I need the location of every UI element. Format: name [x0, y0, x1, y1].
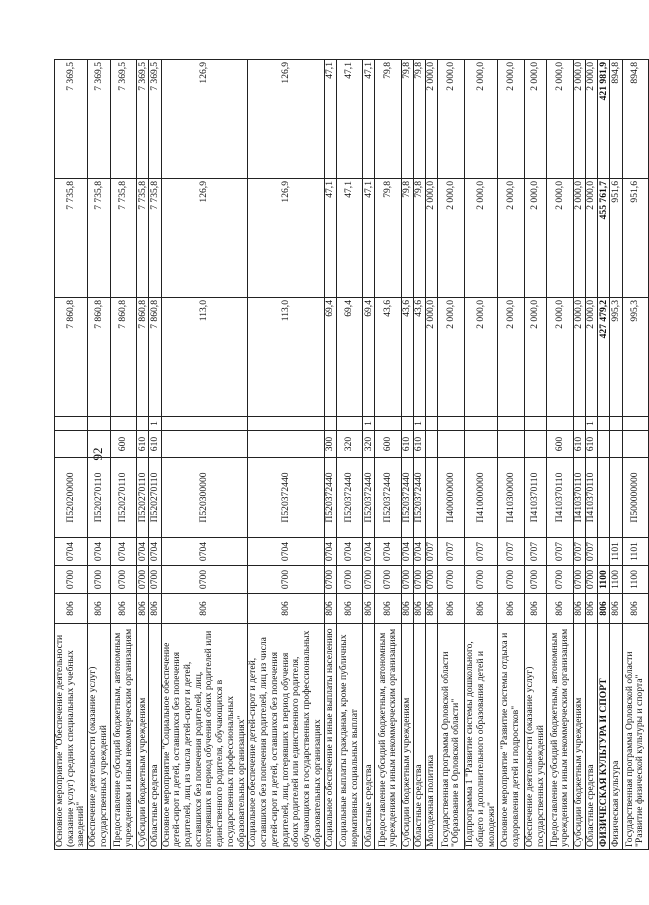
cell-value-1: 43,6 [402, 298, 414, 417]
cell-vr [465, 431, 498, 458]
cell-razdel: 0700 [426, 566, 438, 594]
cell-code: 806 [161, 594, 248, 624]
cell-vr: 610 [414, 431, 426, 458]
cell-podrazdel: 0704 [414, 538, 426, 566]
table-row [110, 60, 137, 850]
cell-value-3: 126,9 [161, 60, 248, 179]
cell-name: Физическая культура [610, 624, 622, 850]
cell-value-2: 126,9 [248, 179, 324, 298]
cell-value-3: 2 000,0 [547, 60, 574, 179]
cell-name: Субсидии бюджетным учреждениям [574, 624, 586, 850]
cell-value-1: 7 860,8 [137, 298, 149, 417]
cell-value-3: 126,9 [248, 60, 324, 179]
cell-podrazdel: 0707 [574, 538, 586, 566]
cell-name: Государственная программа Орловской области "Образование в Орловской области" [438, 624, 465, 850]
table-row [524, 60, 546, 850]
table-row [414, 60, 426, 850]
cell-csr [610, 458, 622, 538]
cell-value-1: 2 000,0 [547, 298, 574, 417]
cell-name: Предоставление субсидий бюджетным, автономным учреждениям и иным некоммерческим организациям [110, 624, 137, 850]
cell-vr: 320 [336, 431, 363, 458]
cell-value-1: 43,6 [414, 298, 426, 417]
cell-podrazdel: 0704 [375, 538, 402, 566]
cell-name: Социальное обеспечение и иные выплаты населению [324, 624, 336, 850]
cell-vr [248, 431, 324, 458]
cell-podrazdel: 0704 [324, 538, 336, 566]
cell-podrazdel: 1101 [610, 538, 622, 566]
table-row [498, 60, 525, 850]
cell-razdel: 0700 [363, 566, 375, 594]
cell-code: 806 [402, 594, 414, 624]
table-row [248, 60, 324, 850]
cell-value-3: 79,8 [375, 60, 402, 179]
cell-razdel: 0700 [438, 566, 465, 594]
table-row [426, 60, 438, 850]
cell-vr [610, 431, 622, 458]
cell-razdel: 0700 [55, 566, 88, 594]
page-number: 92 [90, 447, 105, 461]
cell-csr: П400000000 [438, 458, 465, 538]
cell-flag [610, 417, 622, 431]
cell-name: Субсидии бюджетным учреждениям [137, 624, 149, 850]
cell-flag [88, 417, 110, 431]
cell-razdel: 1100 [622, 566, 649, 594]
table-body [55, 60, 649, 850]
table-row [547, 60, 574, 850]
cell-value-1: 69,4 [363, 298, 375, 417]
cell-value-1: 995,3 [622, 298, 649, 417]
cell-razdel: 0700 [248, 566, 324, 594]
cell-csr: П410000000 [465, 458, 498, 538]
cell-vr: 600 [547, 431, 574, 458]
cell-value-3: 7 369,5 [137, 60, 149, 179]
cell-value-2: 7 735,8 [137, 179, 149, 298]
cell-podrazdel: 0704 [336, 538, 363, 566]
cell-value-1: 43,6 [375, 298, 402, 417]
cell-vr: 320 [363, 431, 375, 458]
cell-value-1: 2 000,0 [426, 298, 438, 417]
cell-value-3: 2 000,0 [426, 60, 438, 179]
cell-value-3: 47,1 [324, 60, 336, 179]
cell-razdel: 0700 [524, 566, 546, 594]
cell-vr [88, 431, 110, 458]
cell-podrazdel: 0704 [161, 538, 248, 566]
cell-code: 806 [622, 594, 649, 624]
cell-value-2: 2 000,0 [524, 179, 546, 298]
cell-value-3: 7 369,5 [149, 60, 161, 179]
cell-value-3: 894,8 [610, 60, 622, 179]
cell-flag [574, 417, 586, 431]
cell-vr: 610 [402, 431, 414, 458]
cell-flag [324, 417, 336, 431]
cell-value-1: 113,0 [248, 298, 324, 417]
table-row [88, 60, 110, 850]
cell-podrazdel: 0704 [402, 538, 414, 566]
cell-code: 806 [465, 594, 498, 624]
cell-value-1: 7 860,8 [149, 298, 161, 417]
cell-razdel: 0700 [465, 566, 498, 594]
cell-name: Областные средства [149, 624, 161, 850]
cell-csr: П520372440 [375, 458, 402, 538]
table-row [336, 60, 363, 850]
cell-code: 806 [88, 594, 110, 624]
cell-value-1: 2 000,0 [574, 298, 586, 417]
cell-flag: 1 [414, 417, 426, 431]
cell-csr: П520270110 [137, 458, 149, 538]
cell-razdel: 0700 [547, 566, 574, 594]
cell-name: Областные средства [414, 624, 426, 850]
cell-value-3: 79,8 [402, 60, 414, 179]
cell-value-2: 2 000,0 [438, 179, 465, 298]
cell-razdel: 0700 [375, 566, 402, 594]
cell-value-1: 2 000,0 [438, 298, 465, 417]
cell-code: 806 [426, 594, 438, 624]
cell-podrazdel: 1101 [622, 538, 649, 566]
cell-vr: 610 [586, 431, 598, 458]
cell-razdel: 0700 [88, 566, 110, 594]
cell-value-1: 2 000,0 [465, 298, 498, 417]
cell-csr: П520372440 [336, 458, 363, 538]
cell-flag [622, 417, 649, 431]
cell-podrazdel: 0707 [586, 538, 598, 566]
cell-csr: П520200000 [55, 458, 88, 538]
cell-flag [598, 417, 610, 431]
cell-podrazdel: 0704 [88, 538, 110, 566]
cell-podrazdel: 0707 [524, 538, 546, 566]
cell-flag [55, 417, 88, 431]
cell-vr [161, 431, 248, 458]
cell-value-1: 7 860,8 [110, 298, 137, 417]
cell-code: 806 [363, 594, 375, 624]
cell-csr: П520372440 [414, 458, 426, 538]
cell-flag [498, 417, 525, 431]
cell-vr: 600 [375, 431, 402, 458]
cell-value-2: 7 735,8 [88, 179, 110, 298]
cell-code: 806 [498, 594, 525, 624]
cell-value-3: 894,8 [622, 60, 649, 179]
cell-razdel: 0700 [324, 566, 336, 594]
cell-value-1: 2 000,0 [524, 298, 546, 417]
cell-code: 806 [598, 594, 610, 624]
cell-flag: 1 [363, 417, 375, 431]
cell-value-3: 2 000,0 [465, 60, 498, 179]
cell-flag: 1 [586, 417, 598, 431]
cell-vr [498, 431, 525, 458]
cell-code: 806 [336, 594, 363, 624]
cell-value-1: 2 000,0 [498, 298, 525, 417]
cell-razdel: 1100 [610, 566, 622, 594]
cell-value-3: 2 000,0 [586, 60, 598, 179]
cell-name: Социальные выплаты гражданам, кроме публичных нормативных социальных выплат [336, 624, 363, 850]
table-row [137, 60, 149, 850]
cell-csr: П520372440 [402, 458, 414, 538]
cell-podrazdel: 0704 [55, 538, 88, 566]
cell-flag [547, 417, 574, 431]
cell-podrazdel: 0707 [498, 538, 525, 566]
cell-razdel: 0700 [586, 566, 598, 594]
cell-code: 806 [149, 594, 161, 624]
cell-value-2: 47,1 [324, 179, 336, 298]
cell-flag [336, 417, 363, 431]
table-row [622, 60, 649, 850]
cell-csr [598, 458, 610, 538]
cell-code: 806 [110, 594, 137, 624]
cell-value-2: 7 735,8 [55, 179, 88, 298]
cell-name: Социальное обеспечение детей-сирот и детей, оставшихся без попечения родителей, лиц из числа детей-сирот и детей, оставшихся без попечения родителей, лиц, потерявших в период обучения обоих родителей или единственного родителя, обучающихся в государственных профессиональных образовательных организациях [248, 624, 324, 850]
cell-value-2: 79,8 [402, 179, 414, 298]
cell-code: 806 [524, 594, 546, 624]
cell-razdel: 0700 [402, 566, 414, 594]
rotated-table-wrapper [54, 60, 646, 850]
cell-value-3: 47,1 [363, 60, 375, 179]
table-row [586, 60, 598, 850]
cell-value-1: 7 860,8 [88, 298, 110, 417]
cell-value-3: 2 000,0 [498, 60, 525, 179]
cell-csr: П410370110 [547, 458, 574, 538]
table-row [149, 60, 161, 850]
cell-code: 806 [414, 594, 426, 624]
cell-code: 806 [586, 594, 598, 624]
cell-razdel: 1100 [598, 566, 610, 594]
cell-vr [598, 431, 610, 458]
cell-code: 806 [137, 594, 149, 624]
cell-podrazdel: 0707 [426, 538, 438, 566]
cell-value-3: 2 000,0 [574, 60, 586, 179]
cell-name: Молодежная политика [426, 624, 438, 850]
table-row [574, 60, 586, 850]
cell-value-2: 47,1 [336, 179, 363, 298]
cell-value-2: 2 000,0 [426, 179, 438, 298]
cell-value-2: 7 735,8 [110, 179, 137, 298]
cell-value-3: 2 000,0 [438, 60, 465, 179]
cell-vr: 610 [149, 431, 161, 458]
cell-podrazdel: 0707 [438, 538, 465, 566]
cell-csr: П410370110 [524, 458, 546, 538]
cell-razdel: 0700 [137, 566, 149, 594]
cell-razdel: 0700 [336, 566, 363, 594]
cell-value-2: 79,8 [414, 179, 426, 298]
budget-table [54, 59, 649, 850]
cell-razdel: 0700 [149, 566, 161, 594]
cell-code: 806 [248, 594, 324, 624]
table-row [610, 60, 622, 850]
cell-value-3: 7 369,5 [88, 60, 110, 179]
cell-name: Основное мероприятие "Социальное обеспечение детей-сирот и детей, оставшихся без попечения родителей, лиц из числа детей-сирот и детей, оставшихся без попечения родителей, лиц, потерявших в период обучения обоих родителей или единственного родителя, обучающихся в государственных профессиональных образовательных организациях" [161, 624, 248, 850]
table-row [465, 60, 498, 850]
cell-value-2: 7 735,8 [149, 179, 161, 298]
cell-name: Подпрограмма 1 "Развитие системы дошкольного, общего и дополнительного образования детей и молодежи" [465, 624, 498, 850]
cell-value-3: 2 000,0 [524, 60, 546, 179]
cell-value-2: 455 761,7 [598, 179, 610, 298]
cell-razdel: 0700 [161, 566, 248, 594]
cell-csr: П520372440 [363, 458, 375, 538]
cell-podrazdel: 0704 [248, 538, 324, 566]
table-row [402, 60, 414, 850]
cell-flag [110, 417, 137, 431]
table-row [438, 60, 465, 850]
cell-code: 806 [547, 594, 574, 624]
cell-csr: П500000000 [622, 458, 649, 538]
cell-flag: 1 [149, 417, 161, 431]
cell-value-1: 113,0 [161, 298, 248, 417]
cell-value-1: 69,4 [336, 298, 363, 417]
cell-name: Предоставление субсидий бюджетным, автономным учреждениям и иным некоммерческим организациям [375, 624, 402, 850]
cell-value-3: 79,8 [414, 60, 426, 179]
cell-vr [524, 431, 546, 458]
cell-name: Предоставление субсидий бюджетным, автономным учреждениям и иным некоммерческим организациям [547, 624, 574, 850]
cell-value-2: 47,1 [363, 179, 375, 298]
cell-value-2: 79,8 [375, 179, 402, 298]
cell-value-2: 2 000,0 [574, 179, 586, 298]
cell-csr: П520270110 [88, 458, 110, 538]
cell-vr: 300 [324, 431, 336, 458]
cell-name: Субсидии бюджетным учреждениям [402, 624, 414, 850]
cell-value-2: 2 000,0 [498, 179, 525, 298]
cell-vr: 610 [574, 431, 586, 458]
cell-csr: П520372440 [248, 458, 324, 538]
cell-code: 806 [574, 594, 586, 624]
cell-value-2: 951,6 [622, 179, 649, 298]
cell-value-2: 951,6 [610, 179, 622, 298]
table-row [598, 60, 610, 850]
cell-flag [402, 417, 414, 431]
cell-name: Обеспечение деятельности (оказание услуг) государственных учреждений [88, 624, 110, 850]
cell-value-1: 69,4 [324, 298, 336, 417]
cell-vr [55, 431, 88, 458]
cell-csr: П520270110 [110, 458, 137, 538]
cell-podrazdel: 0704 [363, 538, 375, 566]
table-row [161, 60, 248, 850]
cell-value-2: 126,9 [161, 179, 248, 298]
cell-csr: П520270110 [149, 458, 161, 538]
cell-code: 806 [438, 594, 465, 624]
cell-podrazdel [598, 538, 610, 566]
cell-csr: П410300000 [498, 458, 525, 538]
cell-code: 806 [375, 594, 402, 624]
cell-name: Обеспечение деятельности (оказание услуг) государственных учреждений [524, 624, 546, 850]
cell-csr: П410370110 [586, 458, 598, 538]
cell-value-3: 421 981,9 [598, 60, 610, 179]
cell-podrazdel: 0707 [547, 538, 574, 566]
cell-csr: П410370110 [574, 458, 586, 538]
cell-value-3: 47,1 [336, 60, 363, 179]
cell-name: Областные средства [586, 624, 598, 850]
table-row [363, 60, 375, 850]
cell-name: ФИЗИЧЕСКАЯ КУЛЬТУРА И СПОРТ [598, 624, 610, 850]
cell-name: Основное мероприятие "Обеспечение деятельности (оказание услуг) средних специальных учебных заведений" [55, 624, 88, 850]
cell-name: Государственная программа Орловской области "Развитие физической культуры и спорта" [622, 624, 649, 850]
cell-code: 806 [324, 594, 336, 624]
cell-podrazdel: 0707 [465, 538, 498, 566]
cell-vr: 610 [137, 431, 149, 458]
cell-value-1: 2 000,0 [586, 298, 598, 417]
cell-code: 806 [610, 594, 622, 624]
cell-name: Областные средства [363, 624, 375, 850]
cell-csr: П520372440 [324, 458, 336, 538]
cell-flag [426, 417, 438, 431]
cell-vr [426, 431, 438, 458]
cell-flag [438, 417, 465, 431]
cell-flag [137, 417, 149, 431]
cell-csr [426, 458, 438, 538]
cell-flag [465, 417, 498, 431]
cell-podrazdel: 0704 [137, 538, 149, 566]
cell-podrazdel: 0704 [149, 538, 161, 566]
table-row [55, 60, 88, 850]
cell-podrazdel: 0704 [110, 538, 137, 566]
cell-flag [375, 417, 402, 431]
table-row [375, 60, 402, 850]
table-row [324, 60, 336, 850]
cell-flag [161, 417, 248, 431]
cell-value-3: 7 369,5 [110, 60, 137, 179]
cell-razdel: 0700 [498, 566, 525, 594]
cell-code: 806 [55, 594, 88, 624]
cell-value-2: 2 000,0 [547, 179, 574, 298]
cell-value-2: 2 000,0 [465, 179, 498, 298]
cell-value-2: 2 000,0 [586, 179, 598, 298]
cell-value-1: 7 860,8 [55, 298, 88, 417]
cell-flag [248, 417, 324, 431]
cell-razdel: 0700 [110, 566, 137, 594]
cell-flag [524, 417, 546, 431]
cell-vr: 600 [110, 431, 137, 458]
cell-vr [438, 431, 465, 458]
cell-value-1: 995,3 [610, 298, 622, 417]
cell-value-1: 427 479,2 [598, 298, 610, 417]
cell-razdel: 0700 [574, 566, 586, 594]
cell-name: Основное мероприятие "Развитие системы отдыха и оздоровления детей и подростков" [498, 624, 525, 850]
cell-razdel: 0700 [414, 566, 426, 594]
cell-value-3: 7 369,5 [55, 60, 88, 179]
cell-csr: П520300000 [161, 458, 248, 538]
cell-vr [622, 431, 649, 458]
